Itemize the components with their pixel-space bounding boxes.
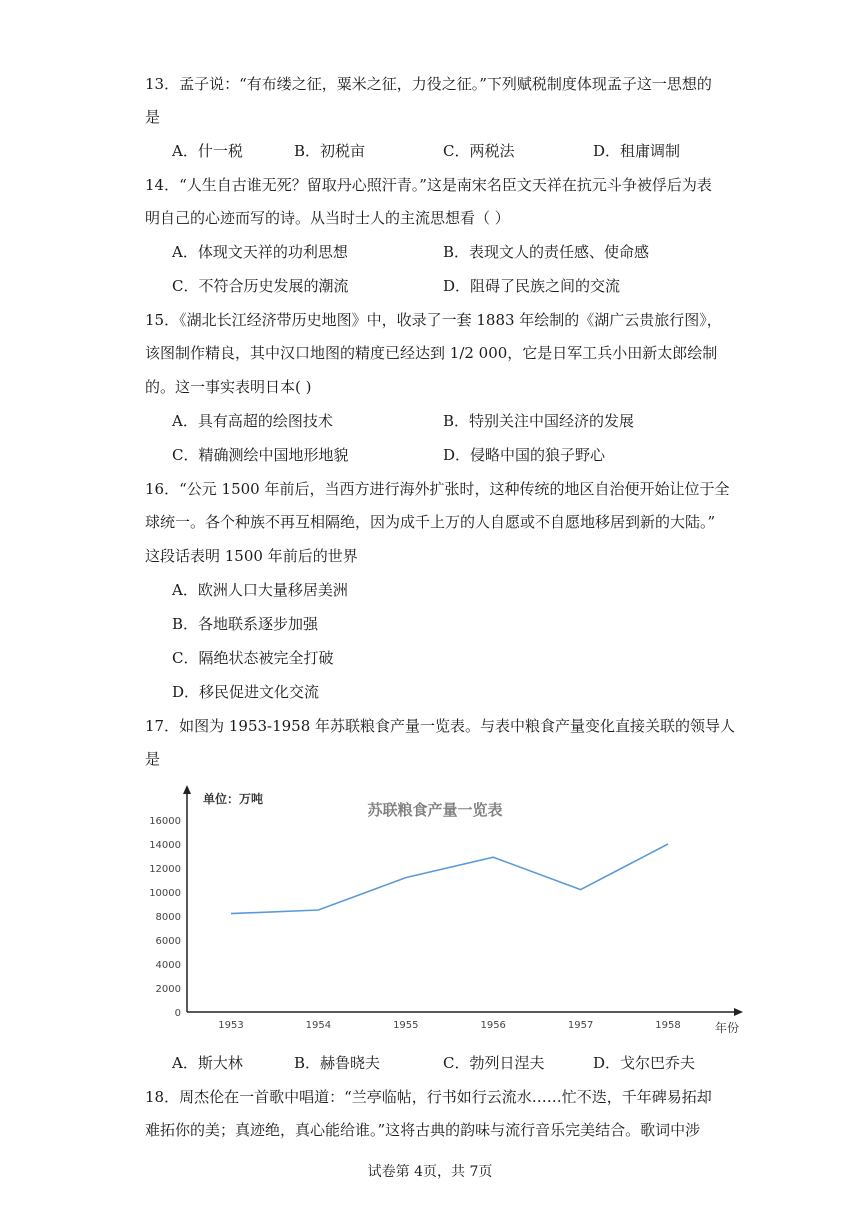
q15-option-b: B．特别关注中国经济的发展: [443, 412, 635, 430]
q16-option-a: A．欧洲人口大量移居美洲: [172, 581, 348, 599]
q16-stem-line3: 这段话表明 1500 年前后的世界: [145, 547, 358, 565]
q16-stem-line1: 16．“公元 1500 年前后，当西方进行海外扩张时，这种传统的地区自治便开始让位于全: [145, 480, 730, 498]
q18-stem-line2: 难拓你的美；真迹绝，真心能给谁。”这将古典的韵味与流行音乐完美结合。歌词中涉: [145, 1121, 701, 1139]
q17-option-c: C．勃列日涅夫: [443, 1054, 545, 1072]
y-axis-label: 单位：万吨: [203, 792, 264, 806]
x-tick-label: 1955: [393, 1020, 419, 1031]
q15-option-c: C．精确测绘中国地形地貌: [172, 446, 349, 464]
y-tick-label: 14000: [149, 840, 181, 851]
q13-option-a: A．什一税: [172, 142, 243, 160]
q16-option-d: D．移民促进文化交流: [172, 683, 320, 701]
q17-option-d: D．戈尔巴乔夫: [593, 1054, 696, 1072]
q17-stem-line2: 是: [145, 750, 161, 768]
q14-option-a: A．体现文天祥的功利思想: [172, 243, 348, 261]
chart-svg: [145, 775, 745, 1045]
x-tick-label: 1953: [218, 1020, 244, 1031]
x-tick-label: 1957: [567, 1020, 594, 1031]
q13-stem-line1: 13．孟子说：“有布缕之征，粟米之征，力役之征。”下列赋税制度体现孟子这一思想的: [145, 75, 712, 93]
q14-option-d: D．阻碍了民族之间的交流: [443, 277, 621, 295]
y-tick-label: 0: [174, 1008, 181, 1019]
q16-option-c: C．隔绝状态被完全打破: [172, 649, 334, 667]
q15-option-a: A．具有高超的绘图技术: [172, 412, 333, 430]
y-tick-label: 12000: [149, 864, 181, 875]
q13-option-c: C．两税法: [443, 142, 515, 160]
grain-output-chart: [145, 775, 745, 1045]
q17-option-b: B．赫鲁晓夫: [294, 1054, 381, 1072]
q15-stem-line3: 的。这一事实表明日本( ): [145, 378, 312, 396]
q13-option-d: D．租庸调制: [593, 142, 681, 160]
q13-stem-line2: 是: [145, 108, 161, 126]
q17-stem-line1: 17．如图为 1953-1958 年苏联粮食产量一览表。与表中粮食产量变化直接关联的领导人: [145, 717, 736, 735]
q14-option-c: C．不符合历史发展的潮流: [172, 277, 349, 295]
q13-option-b: B．初税亩: [294, 142, 366, 160]
x-tick-label: 1958: [655, 1020, 681, 1031]
y-tick-label: 6000: [155, 936, 181, 947]
series-line: [231, 844, 668, 914]
chart-title: 苏联粮食产量一览表: [367, 801, 503, 819]
y-tick-label: 4000: [155, 960, 181, 971]
q16-stem-line2: 球统一。各个种族不再互相隔绝，因为成千上万的人自愿或不自愿地移居到新的大陆。”: [145, 513, 716, 531]
q15-option-d: D．侵略中国的狼子野心: [443, 446, 606, 464]
y-tick-label: 10000: [149, 888, 181, 899]
page-footer: 试卷第 4页，共 7页: [367, 1164, 493, 1180]
x-axis-label: 年份: [715, 1021, 740, 1035]
y-axis-arrow: [183, 785, 191, 794]
y-tick-label: 8000: [155, 912, 181, 923]
x-tick-label: 1956: [480, 1020, 506, 1031]
y-tick-label: 16000: [149, 816, 181, 827]
q14-stem-line2: 明自己的心迹而写的诗。从当时士人的主流思想看（ ）: [145, 209, 510, 227]
q15-stem-line1: 15．《湖北长江经济带历史地图》中，收录了一套 1883 年绘制的《湖广云贵旅行图》，: [145, 311, 722, 329]
y-tick-label: 2000: [155, 984, 181, 995]
q17-option-a: A．斯大林: [172, 1054, 243, 1072]
x-axis-arrow: [734, 1008, 743, 1016]
q15-stem-line2: 该图制作精良，其中汉口地图的精度已经达到 1/2 000，它是日军工兵小田新太郎绘制: [145, 344, 718, 362]
q14-stem-line1: 14．“人生自古谁无死？留取丹心照汗青。”这是南宋名臣文天祥在抗元斗争被俘后为表: [145, 176, 712, 194]
x-tick-label: 1954: [305, 1020, 332, 1031]
q16-option-b: B．各地联系逐步加强: [172, 615, 319, 633]
q18-stem-line1: 18．周杰伦在一首歌中唱道：“兰亭临帖，行书如行云流水……忙不迭，千年碑易拓却: [145, 1088, 712, 1106]
q14-option-b: B．表现文人的责任感、使命感: [443, 243, 650, 261]
